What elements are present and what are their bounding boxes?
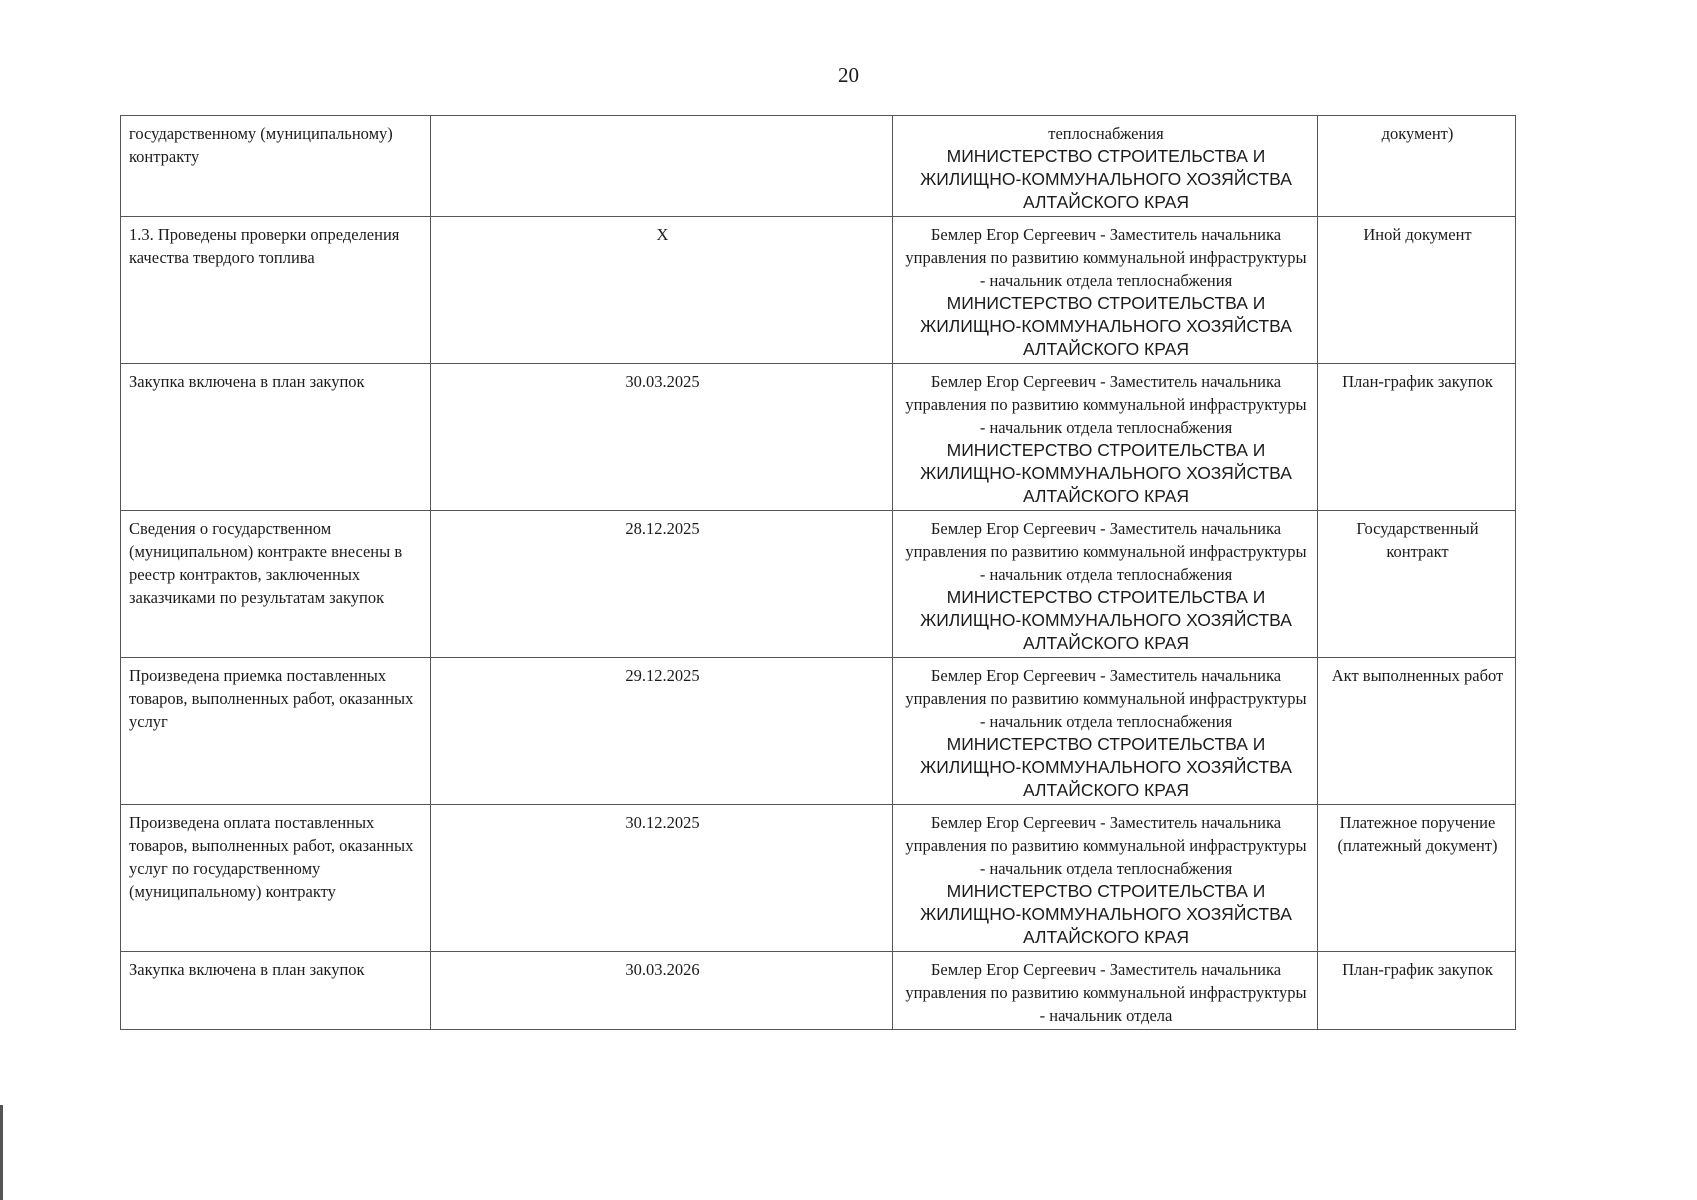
responsible-ministry: МИНИСТЕРСТВО СТРОИТЕЛЬСТВА И ЖИЛИЩНО-КОММУНАЛЬНОГО ХОЗЯЙСТВА АЛТАЙСКОГО КРАЯ xyxy=(920,587,1292,653)
document-type-cell: Государственный контракт xyxy=(1318,511,1516,658)
responsible-person: Бемлер Егор Сергеевич - Заместитель начальника управления по развитию коммунальной инфраструктуры - начальник отдела теплоснабжения xyxy=(905,519,1307,584)
date-cell: 28.12.2025 xyxy=(431,511,893,658)
scan-edge-mark xyxy=(0,1105,3,1200)
date-cell: 29.12.2025 xyxy=(431,658,893,805)
responsible-cell xyxy=(893,217,1318,364)
responsible-ministry: МИНИСТЕРСТВО СТРОИТЕЛЬСТВА И ЖИЛИЩНО-КОММУНАЛЬНОГО ХОЗЯЙСТВА АЛТАЙСКОГО КРАЯ xyxy=(920,293,1292,359)
date-cell: 30.12.2025 xyxy=(431,805,893,952)
responsible-person: теплоснабжения xyxy=(1048,124,1164,143)
responsible-person: Бемлер Егор Сергеевич - Заместитель начальника управления по развитию коммунальной инфраструктуры - начальник отдела теплоснабжения xyxy=(905,813,1307,878)
control-points-table xyxy=(120,115,1516,1030)
date-cell: 30.03.2026 xyxy=(431,952,893,1030)
event-cell: Закупка включена в план закупок xyxy=(121,364,431,511)
document-type-cell: Иной документ xyxy=(1318,217,1516,364)
responsible-person: Бемлер Егор Сергеевич - Заместитель начальника управления по развитию коммунальной инфраструктуры - начальник отдела xyxy=(905,960,1307,1025)
date-cell: X xyxy=(431,217,893,364)
document-type-cell: План-график закупок xyxy=(1318,952,1516,1030)
event-cell: Произведена приемка поставленных товаров, выполненных работ, оказанных услуг xyxy=(121,658,431,805)
table-row xyxy=(121,805,1516,952)
responsible-person: Бемлер Егор Сергеевич - Заместитель начальника управления по развитию коммунальной инфраструктуры - начальник отдела теплоснабжения xyxy=(905,372,1307,437)
table-row xyxy=(121,217,1516,364)
responsible-ministry: МИНИСТЕРСТВО СТРОИТЕЛЬСТВА И ЖИЛИЩНО-КОММУНАЛЬНОГО ХОЗЯЙСТВА АЛТАЙСКОГО КРАЯ xyxy=(920,146,1292,212)
table-row xyxy=(121,116,1516,217)
table-row xyxy=(121,658,1516,805)
document-type-cell: документ) xyxy=(1318,116,1516,217)
responsible-person: Бемлер Егор Сергеевич - Заместитель начальника управления по развитию коммунальной инфраструктуры - начальник отдела теплоснабжения xyxy=(905,225,1307,290)
date-cell: 30.03.2025 xyxy=(431,364,893,511)
responsible-cell xyxy=(893,116,1318,217)
table-row xyxy=(121,952,1516,1030)
event-cell: Закупка включена в план закупок xyxy=(121,952,431,1030)
page-number: 20 xyxy=(838,63,859,87)
responsible-person: Бемлер Егор Сергеевич - Заместитель начальника управления по развитию коммунальной инфраструктуры - начальник отдела теплоснабжения xyxy=(905,666,1307,731)
table-row xyxy=(121,364,1516,511)
responsible-ministry: МИНИСТЕРСТВО СТРОИТЕЛЬСТВА И ЖИЛИЩНО-КОММУНАЛЬНОГО ХОЗЯЙСТВА АЛТАЙСКОГО КРАЯ xyxy=(920,881,1292,947)
responsible-cell xyxy=(893,805,1318,952)
event-cell: государственному (муниципальному) контракту xyxy=(121,116,431,217)
document-type-cell: План-график закупок xyxy=(1318,364,1516,511)
event-cell: Сведения о государственном (муниципальном) контракте внесены в реестр контрактов, заключенных заказчиками по результатам закупок xyxy=(121,511,431,658)
event-cell: Произведена оплата поставленных товаров, выполненных работ, оказанных услуг по государственному (муниципальному) контракту xyxy=(121,805,431,952)
date-cell xyxy=(431,116,893,217)
responsible-cell xyxy=(893,952,1318,1030)
responsible-cell xyxy=(893,364,1318,511)
responsible-cell xyxy=(893,511,1318,658)
document-type-cell: Акт выполненных работ xyxy=(1318,658,1516,805)
responsible-ministry: МИНИСТЕРСТВО СТРОИТЕЛЬСТВА И ЖИЛИЩНО-КОММУНАЛЬНОГО ХОЗЯЙСТВА АЛТАЙСКОГО КРАЯ xyxy=(920,734,1292,800)
responsible-cell xyxy=(893,658,1318,805)
document-type-cell: Платежное поручение (платежный документ) xyxy=(1318,805,1516,952)
responsible-ministry: МИНИСТЕРСТВО СТРОИТЕЛЬСТВА И ЖИЛИЩНО-КОММУНАЛЬНОГО ХОЗЯЙСТВА АЛТАЙСКОГО КРАЯ xyxy=(920,440,1292,506)
table-row xyxy=(121,511,1516,658)
event-cell: 1.3. Проведены проверки определения качества твердого топлива xyxy=(121,217,431,364)
